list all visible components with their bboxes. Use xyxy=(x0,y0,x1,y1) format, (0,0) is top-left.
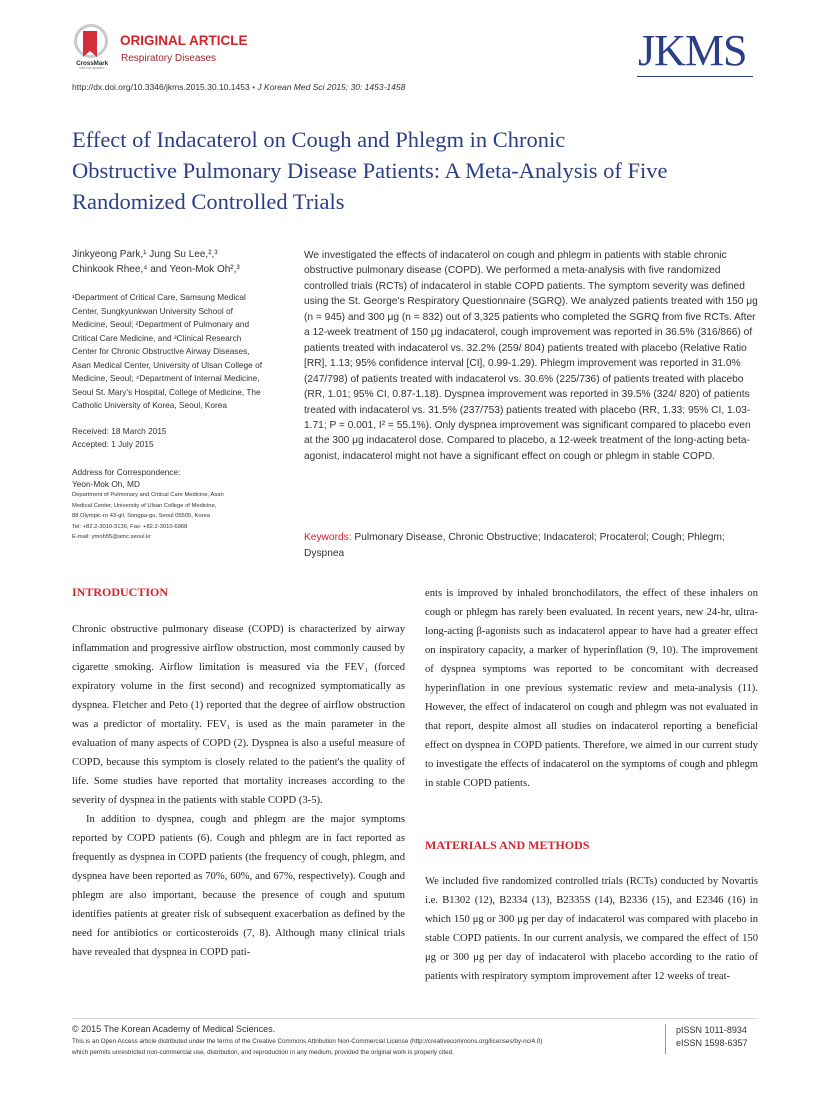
body-column-right-methods xyxy=(425,872,758,986)
crossmark-ribbon-icon xyxy=(83,31,97,51)
body-paragraph: Chronic obstructive pulmonary disease (COPD) is characterized by airway inflammation and progressive airflow obstruction, most commonly caused by cigarette smoking. Airflow limitation is measured via the FEV₁ (forced expiratory volume in the first second) and recognized symptomatically as dyspnea. Fletcher and Peto (1) reported that the degree of airflow obstruction was a predictor of mortality. FEV₁ is used as the main parameter in the evaluation of many aspects of COPD (2). Dyspnea is also a useful measure of COPD, because this symptom is closely related to the patient's the quality of life. Some studies have reported that mortality increases according to the severity of dyspnea in the patients with stable COPD (3-5). xyxy=(72,624,405,806)
correspondence-line: Department of Pulmonary and Critical Care Medicine, Asan xyxy=(72,492,224,498)
logo-underline xyxy=(637,76,753,77)
body-column-left xyxy=(72,620,405,962)
affiliation-line: ¹Department of Critical Care, Samsung Medical xyxy=(72,292,246,302)
affiliation-line: Medicine, Seoul; ⁴Department of Internal Medicine, xyxy=(72,373,260,383)
crossmark-label: CrossMark xyxy=(76,60,108,67)
correspondence-name: Yeon-Mok Oh, MD xyxy=(72,479,140,489)
title-line: Effect of Indacaterol on Cough and Phlegm in Chronic xyxy=(72,127,566,152)
correspondence-line: Medical Center, University of Ulsan College of Medicine, xyxy=(72,502,217,509)
keywords-label: Keywords: xyxy=(304,532,352,543)
affiliation-line: Critical Care Medicine, and ³Clinical Research xyxy=(72,332,242,343)
received-date: Received: 18 March 2015 xyxy=(72,426,167,436)
footer-vertical-divider xyxy=(665,1024,666,1054)
correspondence xyxy=(72,466,282,543)
doi-line xyxy=(72,82,405,92)
correspondence-line: Tel: +82.2-3010-3136, Fax: +82.2-3010-6968 xyxy=(72,523,188,530)
abstract: We investigated the effects of indacaterol on cough and phlegm in patients with stable chronic obstructive pulmonary disease (COPD). We performed a meta-analysis with five randomized controlled trials (RCTs) of indacaterol in stable COPD patients. The symptom severity was defined using the St. George's Respiratory Questionnaire (SGRQ). We analyzed patients treated with 150 μg (n = 945) and 300 μg (n = 832) out of 3,325 patients who completed the SGRQ from five RCTs. After a 12-week treatment of 150 μg indacaterol, cough improvement was reported in 36.5% (316/866) of patients treated with indacaterol vs. 32.2% (259/ 804) patients treated with placebo (Relative Ratio [RR], 1.13; 95% confidence interval [CI], 0.99-1.29). Phlegm improvement was reported in 31.0% (247/798) of patients treated with indacaterol vs. 30.6% (225/736) of patients treated with placebo (RR, 1.01; 95% CI, 0.87-1.18). Dyspnea improvement was reported in 39.5% (324/ 820) of patients treated with indacaterol vs. 31.5% (237/753) patients treated with placebo (RR, 1.33; 95% CI, 1.03-1.71; P = 0.001, I² = 55.1%). Only dyspnea improvement was significant compared to placebo even at the 300 μg indacaterol dose. Compared to placebo, a 12-week treatment of the long-acting beta-agonist, indacaterol might not have a significant effect on cough or phlegm in stable COPD. xyxy=(304,250,758,462)
author-list xyxy=(72,247,272,277)
copyright: © 2015 The Korean Academy of Medical Sciences. xyxy=(72,1024,276,1034)
section-heading-methods: MATERIALS AND METHODS xyxy=(425,838,590,852)
journal-logo: JKMS xyxy=(638,26,747,75)
author-line: Chinkook Rhee,⁴ and Yeon-Mok Oh²,³ xyxy=(72,264,240,275)
correspondence-email[interactable]: E-mail: ymoh55@amc.seoul.kr xyxy=(72,534,152,540)
crossmark-badge[interactable] xyxy=(72,22,112,70)
pissn: pISSN 1011-8934 xyxy=(676,1025,747,1035)
author-line: Jinkyeong Park,¹ Jung Su Lee,²,³ xyxy=(72,249,218,260)
eissn: eISSN 1598-6357 xyxy=(676,1037,748,1048)
section-heading-introduction: INTRODUCTION xyxy=(72,585,169,599)
doi-link[interactable]: http://dx.doi.org/10.3346/jkms.2015.30.10.1453 xyxy=(72,82,250,92)
body-paragraph: ents is improved by inhaled bronchodilators, the effect of these inhalers on cough or phlegm has rarely been evaluated. In recent years, new 24-hr, ultra-long-acting β-agonists such as indacaterol appear to have had a greater effect on inspiratory capacity, a marker of hyperinflation (9, 10). The improvement of dyspnea symptoms was reported to be concomitant with decreased hyperinflation in one previous systematic review and meta-analysis (11). However, the effect of indacaterol on cough and phlegm was not evaluated in that report, despite almost all studies on indacaterol reporting a beneficial effect on dyspnea in COPD patients. Therefore, we aimed in our current study to investigate the effects of indacaterol on the symptoms of cough and phlegm in stable COPD patients. xyxy=(425,588,758,789)
doi-bullet: • xyxy=(252,82,256,92)
affiliations xyxy=(72,291,277,413)
crossmark-sublabel: click for updates xyxy=(79,66,105,70)
body-column-right xyxy=(425,584,758,793)
title-line: Obstructive Pulmonary Disease Patients: A Meta-Analysis of Five xyxy=(72,158,668,183)
affiliation-line: Catholic University of Korea, Seoul, Korea xyxy=(72,400,227,410)
footer-divider xyxy=(72,1018,758,1019)
body-paragraph: We included five randomized controlled trials (RCTs) conducted by Novartis i.e. B1302 (12), B2334 (13), B2335S (14), B2336 (15), and E2346 (16) in which 150 μg or 300 μg per day of indacaterol was compared with placebo in stable COPD patients. In our current analysis, we compared the effect of 150 μg or 300 μg per day of indacaterol with placebo according to the ratio of patients with respiratory symptom improvement after 12 weeks of treat- xyxy=(425,876,758,982)
license-text xyxy=(72,1036,652,1058)
article-type: ORIGINAL ARTICLE xyxy=(120,33,248,48)
keywords-text: Pulmonary Disease, Chronic Obstructive; Indacaterol; Procaterol; Cough; Phlegm; Dyspnea xyxy=(304,532,725,559)
article-subject: Respiratory Diseases xyxy=(121,53,217,64)
article-title xyxy=(72,124,772,217)
correspondence-label: Address for Correspondence: xyxy=(72,467,181,477)
affiliation-line: Medicine, Seoul; ²Department of Pulmonary and xyxy=(72,319,250,329)
license-line: which permits unrestricted non-commercial use, distribution, and reproduction in any medium, provided the original work is properly cited. xyxy=(72,1049,454,1056)
affiliation-line: Center, Sungkyunkwan University School of xyxy=(72,305,233,316)
issn-block xyxy=(676,1024,748,1049)
keywords xyxy=(304,530,758,562)
title-line: Randomized Controlled Trials xyxy=(72,189,345,214)
affiliation-line: Asan Medical Center, University of Ulsan College of xyxy=(72,359,262,370)
accepted-date: Accepted: 1 July 2015 xyxy=(72,438,154,449)
license-line: This is an Open Access article distributed under the terms of the Creative Commons Attribution Non-Commercial License (http://creativecommons.org/licenses/by-nc/4.0) xyxy=(72,1038,543,1045)
citation: J Korean Med Sci 2015; 30: 1453-1458 xyxy=(257,82,406,92)
body-paragraph: In addition to dyspnea, cough and phlegm are the major symptoms reported by COPD patients (6). Cough and phlegm are in fact reported as frequently as dyspnea in COPD patients (the frequency of cough, phlegm, and dyspnea have been reported as 70%, 60%, and 67%, respectively). Cough and phlegm are also important, because the presence of cough and sputum identifies patients at greater risk of subsequent exacerbation as defined by the need for antibiotics or corticosteroids (7, 8). Although many clinical trials have revealed that dyspnea in COPD pati- xyxy=(72,814,405,958)
affiliation-line: Seoul St. Mary's Hospital, College of Medicine, The xyxy=(72,386,261,397)
correspondence-line: 88 Olympic-ro 43-gil, Songpa-gu, Seoul 05505, Korea xyxy=(72,513,210,519)
affiliation-line: Center for Chronic Obstructive Airway Diseases, xyxy=(72,346,250,356)
submission-dates xyxy=(72,425,277,450)
